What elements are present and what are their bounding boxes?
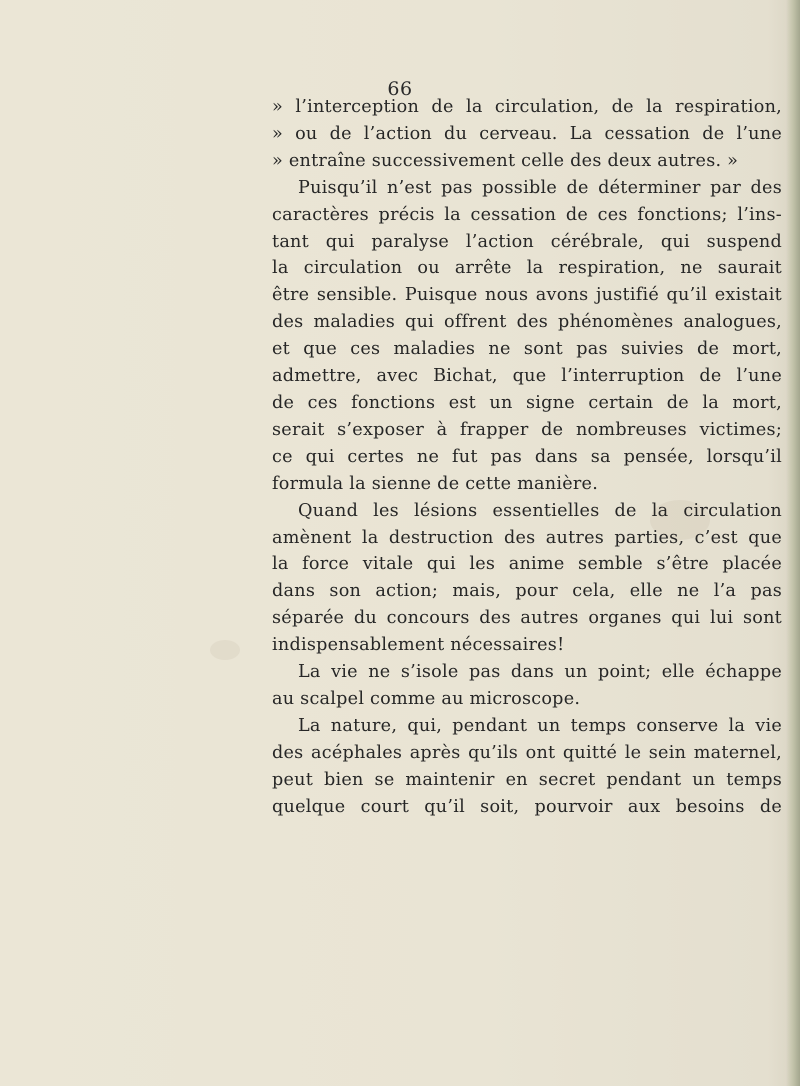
text-line: » entraîne successivement celle des deux autres. » — [272, 150, 739, 171]
text-line: serait s’exposer à frapper de nombreuses victimes; — [272, 419, 782, 440]
paper-stain — [210, 640, 240, 660]
page-number: 66 — [387, 78, 413, 100]
text-line: indispensablement nécessaires! — [272, 635, 565, 656]
body-text — [272, 94, 782, 820]
text-line: caractères précis la cessation de ces fonctions; l’ins- — [272, 204, 782, 225]
text-line: amènent la destruction des autres parties, c’est que — [272, 527, 782, 548]
text-line: Puisqu’il n’est pas possible de déterminer par des — [298, 177, 782, 198]
text-line: de ces fonctions est un signe certain de la mort, — [272, 392, 782, 413]
text-line: être sensible. Puisque nous avons justifié qu’il existait — [272, 285, 782, 306]
text-line: et que ces maladies ne sont pas suivies de mort, — [272, 339, 782, 360]
text-line: tant qui paralyse l’action cérébrale, qui suspend — [272, 231, 782, 252]
text-line: au scalpel comme au microscope. — [272, 688, 581, 709]
text-line: La vie ne s’isole pas dans un point; elle échappe — [298, 662, 782, 683]
page-edge-shadow — [786, 0, 800, 1086]
text-line: séparée du concours des autres organes qui lui sont — [272, 608, 782, 629]
text-line: » ou de l’action du cerveau. La cessation de l’une — [272, 123, 782, 144]
text-line: » l’interception de la circulation, de la respiration, — [272, 97, 782, 117]
text-line: La nature, qui, pendant un temps conserve la vie — [298, 715, 782, 736]
text-line: des maladies qui offrent des phénomènes analogues, — [272, 312, 782, 333]
text-line: formula la sienne de cette manière. — [272, 473, 599, 494]
text-line: Quand les lésions essentielles de la circulation — [298, 500, 782, 521]
text-line: la circulation ou arrête la respiration, ne saurait — [272, 258, 782, 279]
text-line: ce qui certes ne fut pas dans sa pensée, lorsqu’il — [272, 446, 782, 467]
text-line: peut bien se maintenir en secret pendant un temps — [272, 769, 782, 790]
text-line: la force vitale qui les anime semble s’être placée — [272, 554, 782, 575]
text-line: des acéphales après qu’ils ont quitté le sein maternel, — [272, 742, 782, 763]
text-line: dans son action; mais, pour cela, elle ne l’a pas — [272, 581, 782, 602]
text-line: quelque court qu’il soit, pourvoir aux besoins de — [272, 796, 782, 817]
text-line: admettre, avec Bichat, que l’interruption de l’une — [272, 366, 782, 387]
